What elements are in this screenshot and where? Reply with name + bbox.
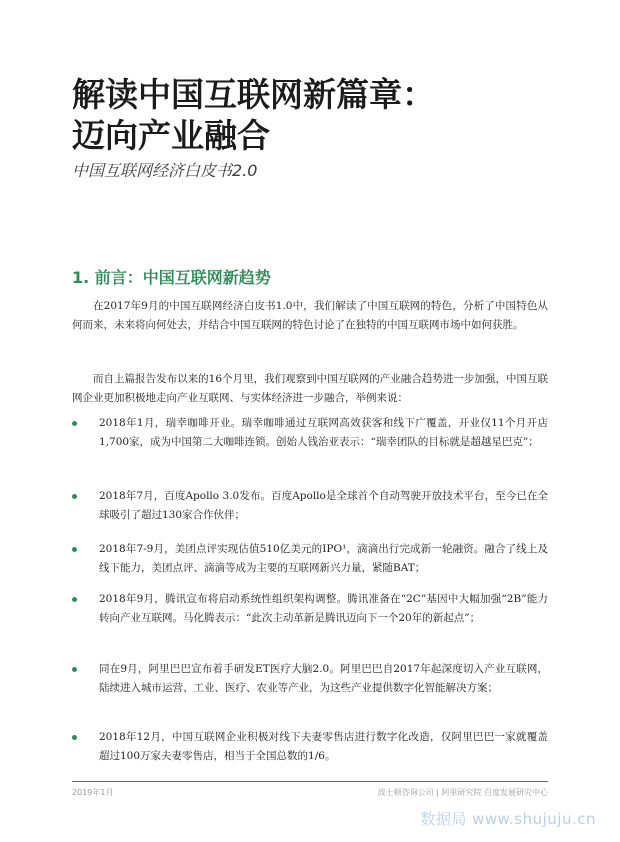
watermark: 数据局 www.shujuju.cn <box>420 810 596 828</box>
title-line-1: 解读中国互联网新篇章： <box>72 75 435 114</box>
bullet-icon <box>72 735 77 740</box>
list-item <box>72 414 548 452</box>
bullet-icon <box>72 667 77 672</box>
bullet-text: 2018年7月，百度Apollo 3.0发布。百度Apollo是全球首个自动驾驶开放技术平台，至今已在全球吸引了超过130家合作伙伴； <box>99 490 548 521</box>
bullet-text: 2018年9月，腾讯宣布将启动系统性组织架构调整。腾讯准备在“2C”基因中大幅加强“2B”能力转向产业互联网。马化腾表示：“此次主动革新是腾讯迈向下一个20年的新起点”； <box>99 593 548 624</box>
page-title <box>72 74 552 156</box>
bullet-icon <box>72 597 77 602</box>
context-paragraph: 而自上篇报告发布以来的16个月里，我们观察到中国互联网的产业融合趋势进一步加强，中国互联网企业更加积极地走向产业互联网、与实体经济进一步融合，举例来说： <box>72 373 548 404</box>
footer-divider <box>72 781 548 782</box>
section-heading: 1. 前言：中国互联网新趋势 <box>72 268 271 287</box>
bullet-text: 2018年1月，瑞幸咖啡开业。瑞幸咖啡通过互联网高效获客和线下广覆盖，开业仅11个月开店1,700家，成为中国第二大咖啡连锁。创始人钱治亚表示：“瑞幸团队的目标就是超越星巴克”； <box>99 417 548 448</box>
bullet-text: 2018年12月，中国互联网企业积极对线下夫妻零售店进行数字化改造，仅阿里巴巴一家就覆盖超过100万家夫妻零售店，相当于全国总数的1/6。 <box>99 731 548 762</box>
bullet-text: 2018年7-9月，美团点评实现估值510亿美元的IPO¹，滴滴出行完成新一轮融资。融合了线上及线下能力，美团点评、滴滴等成为主要的互联网新兴力量，紧随BAT； <box>99 543 548 574</box>
bullet-icon <box>72 494 77 499</box>
bullet-icon <box>72 547 77 552</box>
title-line-2: 迈向产业融合 <box>72 116 270 155</box>
list-item <box>72 590 548 628</box>
list-item <box>72 660 548 698</box>
list-item <box>72 540 548 578</box>
list-item <box>72 728 548 766</box>
bullet-text: 同在9月，阿里巴巴宣布着手研发ET医疗大脑2.0。阿里巴巴自2017年起深度切入产业互联网，陆续进入城市运营、工业、医疗、农业等产业，为这些产业提供数字化智能解决方案； <box>99 663 548 694</box>
bullet-icon <box>72 421 77 426</box>
list-item <box>72 487 548 525</box>
footer-organizations: 波士顿咨询公司 | 阿里研究院 百度发展研究中心 <box>377 788 548 797</box>
intro-paragraph: 在2017年9月的中国互联网经济白皮书1.0中，我们解读了中国互联网的特色，分析了中国特色从何而来，未来将向何处去，并结合中国互联网的特色讨论了在独特的中国互联网市场中如何获胜。 <box>72 300 548 331</box>
subtitle: 中国互联网经济白皮书2.0 <box>72 161 258 180</box>
footer-date: 2019年1月 <box>72 788 114 797</box>
